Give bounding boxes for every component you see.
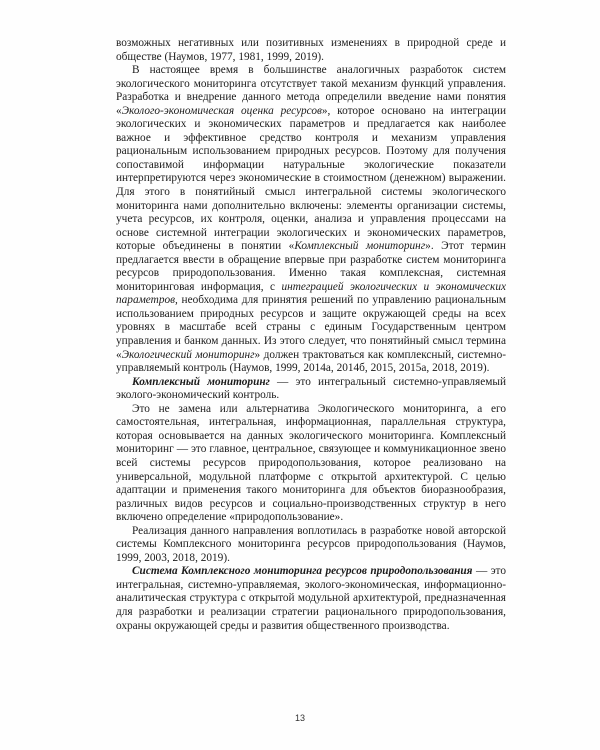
italic-term: интеграцией экологических и экономических параметров, <box>116 280 506 307</box>
italic-term: Комплексный мониторинг <box>294 240 426 253</box>
italic-term: Эколого-экономическая оценка ресурсов <box>121 104 322 117</box>
text-run: » должен трактоваться как комплексный, системно-управляемый контроль (Наумов, 1999, 2014а, 2014б, 2015, 2015а, 2018, 2019). <box>116 348 506 375</box>
text-run: В настоящее время в большинстве аналогичных разработок систем экологического мониторинга отсутствует такой механизм функций управления. Разработка и внедрение данного метода определили введение нами понятия « <box>116 64 506 117</box>
paragraph <box>116 525 506 566</box>
text-run: — это интегральный системно-управляемый эколого-экономический контроль. <box>116 375 506 402</box>
bold-italic-term: Комплексный мониторинг <box>132 375 270 388</box>
text-run: Реализация данного направления воплотилась в разработке новой авторской системы Комплексного мониторинга ресурсов природопользования (Наумов, 1999, 2003, 2018, 2019). <box>116 524 506 564</box>
text-run: », которое основано на интеграции экологических и экономических параметров и предлагается как наиболее важное и эффективное средство контроля и механизм управления рациональным использованием природных ресурсов. Поэтому для получения сопоставимой информации натуральные экологические показатели интерпретируются через экономические в стоимостном (денежном) выражении. Для этого в понятийный смысл интегральной системы экологического мониторинга нами дополнительно включены: элементы организации системы, учета ресурсов, их контроля, оценки, анализа и управления процессами на основе системной интеграции экологических и экономических параметров, которые объединены в понятии « <box>116 104 506 253</box>
paragraph <box>116 403 506 525</box>
text-run: — это интегральная, системно-управляемая, эколого-экономическая, информационно-аналитическая структура с открытой модульной архитектурой, предназначенная для разработки и реализации стратегии рационального природопользования, охраны окружающей среды и развития общественного производства. <box>116 565 506 632</box>
text-run: ». Этот термин предлагается ввести в обращение впервые при разработке систем мониторинга ресурсов природопользования. Именно такая комплексная, системная мониторинговая информация, с <box>116 240 506 293</box>
page-number: 13 <box>294 713 305 723</box>
text-run: необходима для принятия решений по управлению рациональным использованием природных ресурсов и защите окружающей среды на всех уровнях в масштабе всей страны с единым Государственным центром управления и банком данных. Из этого следует, что понятийный смысл термина « <box>116 294 506 361</box>
paragraph <box>116 37 506 64</box>
text-run: возможных негативных или позитивных изменениях в природной среде и обществе (Наумов, 1977, 1981, 1999, 2019). <box>116 37 506 63</box>
paragraph <box>116 565 506 633</box>
text-run: Это не замена или альтернатива Экологического мониторинга, а его самостоятельная, интегральная, информационная, параллельная структура, которая основывается на данных экологического мониторинга. Комплексный мониторинг — это главное, центральное, связующее и коммуникационное звено всей системы ресурсов природопользования, которое реализовано на универсальной, модульной платформе с открытой архитектурой. С целью адаптации и применения такого мониторинга для объектов биоразнообразия, различных видов ресурсов и социально-производственных структур в него включено определение «природопользование». <box>116 402 506 524</box>
italic-term: Экологический мониторинг <box>121 348 255 361</box>
bold-italic-term: Система Комплексного мониторинга ресурсов природопользования <box>132 565 473 578</box>
page-body-text <box>116 37 506 633</box>
paragraph <box>116 376 506 403</box>
paragraph <box>116 64 506 376</box>
